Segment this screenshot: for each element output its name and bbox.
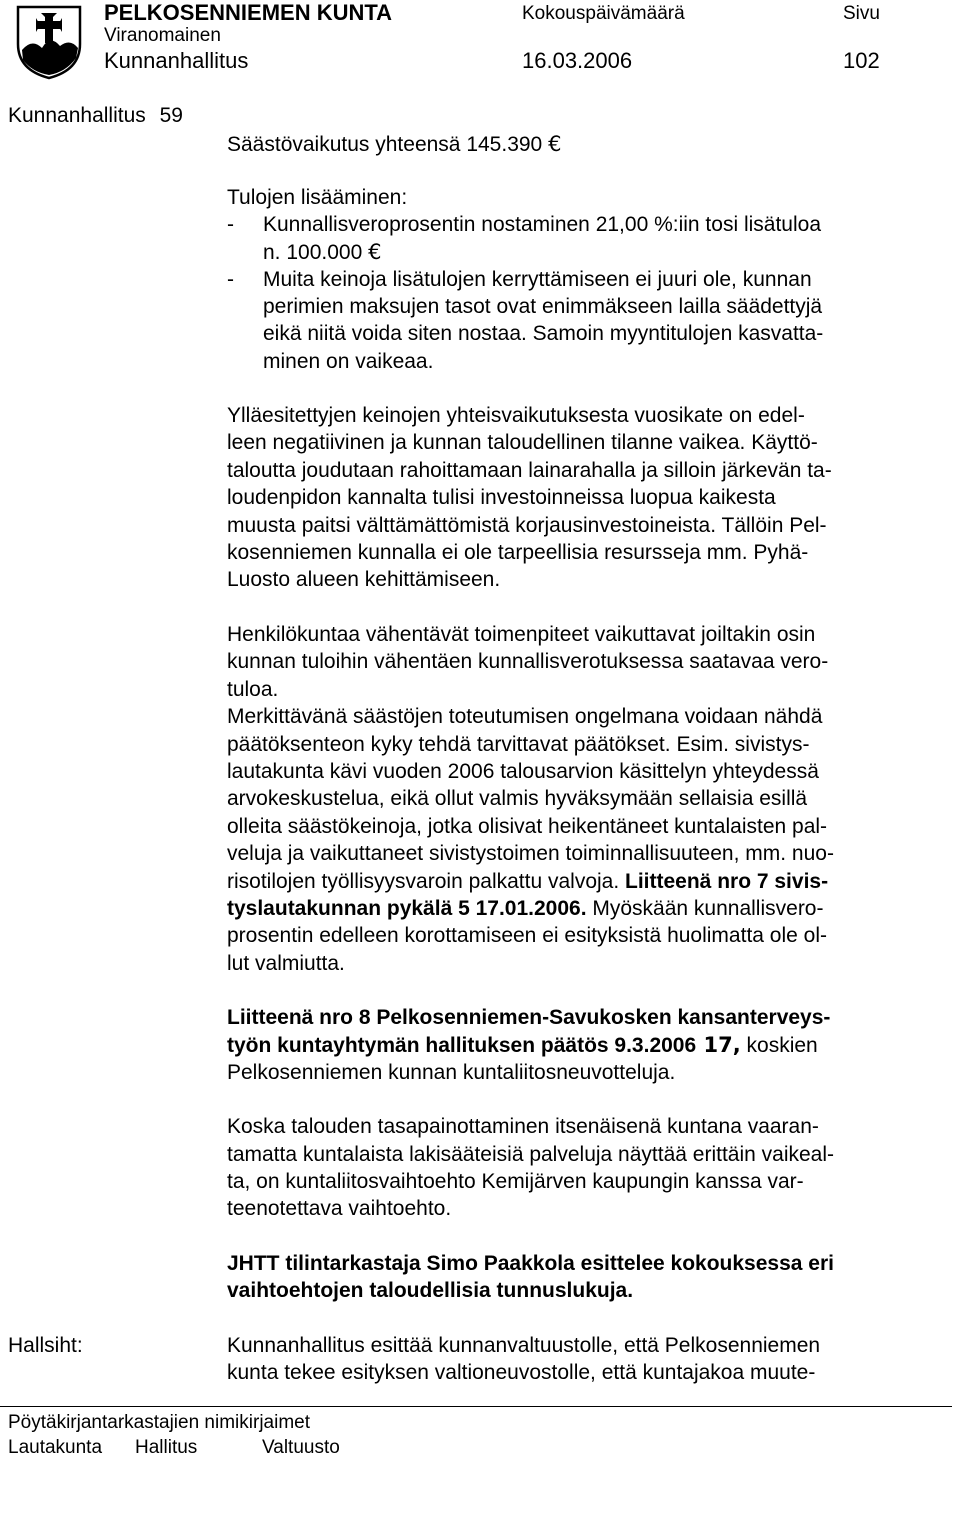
p3-line: prosentin edelleen korottamiseen ei esityksistä huolimatta ole ol-	[227, 924, 827, 947]
attachment-7-ref: Liitteenä nro 7 sivis-	[625, 870, 829, 893]
meeting-date: 16.03.2006	[522, 48, 633, 73]
p1-line: leen negatiivinen ja kunnan taloudellinen tilanne vaikea. Käyttö-	[227, 431, 818, 454]
bullet2-line1: Muita keinoja lisätulojen kerryttämiseen ei juuri ole, kunnan	[263, 268, 812, 291]
attachment-8-ref: Liitteenä nro 8 Pelkosenniemen-Savukosken kansanterveys-	[227, 1006, 831, 1029]
p2-line: kunnan tuloihin vähentäen kunnallisverotuksessa saatavaa vero-	[227, 650, 829, 673]
proposal-line: Kunnanhallitus esittää kunnanvaltuustolle, että Pelkosenniemen	[227, 1334, 821, 1357]
proposal-label: Hallsiht:	[8, 1334, 83, 1357]
p4-text: koskien	[740, 1034, 818, 1057]
savings-total-text: Säästövaikutus yhteensä 145.390	[227, 133, 543, 156]
section-symbol: 17,	[696, 1033, 741, 1057]
section-number: 59	[159, 104, 183, 127]
p3-line: arvokeskustelua, eikä ollut valmis hyväksymään sellaisia esillä	[227, 787, 808, 810]
p3-text: Myöskään kunnallisvero-	[586, 897, 824, 920]
p4-line	[227, 1033, 818, 1058]
p3-text: risotilojen työllisyysvaroin palkattu valvoja.	[227, 870, 626, 893]
savings-total	[227, 132, 561, 157]
p3-line	[227, 870, 828, 894]
p3-line	[227, 897, 823, 921]
p1-line: kosenniemen kunnalla ei ole tarpeellisia resursseja mm. Pyhä-	[227, 541, 809, 564]
body-name: Kunnanhallitus	[104, 48, 249, 73]
proposal-line: kunta tekee esityksen valtioneuvostolle, että kuntajakoa muute-	[227, 1361, 816, 1384]
p5-line: ta, on kuntaliitosvaihtoehto Kemijärven kaupungin kanssa var-	[227, 1170, 804, 1193]
revenue-heading: Tulojen lisääminen:	[227, 186, 408, 209]
section-heading	[8, 104, 183, 128]
bullet1-line2	[263, 240, 381, 265]
auditor-note: vaihtoehtojen taloudellisia tunnuslukuja.	[227, 1279, 634, 1302]
p1-line: Ylläesitettyjen keinojen yhteisvaikutuksesta vuosikate on edel-	[227, 404, 805, 427]
euro-symbol: €	[368, 240, 382, 264]
p2-line: tuloa.	[227, 678, 279, 701]
attachment-7-ref: tyslautakunnan pykälä 5 17.01.2006.	[227, 897, 587, 920]
p3-line: veluja ja vaikuttaneet sivistystoimen toiminnallisuuteen, mm. nuo-	[227, 842, 834, 865]
bullet-dash: -	[227, 213, 234, 236]
p1-line: Luosto alueen kehittämiseen.	[227, 568, 501, 591]
p5-line: Koska talouden tasapainottaminen itsenäisenä kuntana vaaran-	[227, 1115, 819, 1138]
footer-title: Pöytäkirjantarkastajien nimikirjaimet	[8, 1412, 310, 1433]
p5-line: tamatta kuntalaista lakisääteisiä palveluja näyttää erittäin vaikeal-	[227, 1143, 835, 1166]
bullet2-line4: minen on vaikeaa.	[263, 350, 434, 373]
footer-rule	[0, 1406, 952, 1407]
bullet1-line2-text: n. 100.000	[263, 241, 363, 264]
euro-symbol: €	[548, 132, 562, 156]
p3-line: päätöksenteon kyky tehdä tarvittavat päätökset. Esim. sivistys-	[227, 733, 810, 756]
footer-hallitus: Hallitus	[135, 1437, 198, 1458]
p3-line: lut valmiutta.	[227, 952, 345, 975]
org-name: PELKOSENNIEMEN KUNTA	[104, 0, 393, 25]
bullet-dash: -	[227, 268, 234, 291]
footer-lautakunta: Lautakunta	[8, 1437, 103, 1458]
attachment-8-ref: työn kuntayhtymän hallituksen päätös 9.3.2006	[227, 1034, 697, 1057]
office-name: Viranomainen	[104, 25, 221, 46]
p3-line: Merkittävänä säästöjen toteutumisen ongelmana voidaan nähdä	[227, 705, 823, 728]
section-label: Kunnanhallitus	[8, 104, 146, 127]
bullet1-line1: Kunnallisveroprosentin nostaminen 21,00 %:iin tosi lisätuloa	[263, 213, 821, 236]
auditor-note: JHTT tilintarkastaja Simo Paakkola esittelee kokouksessa eri	[227, 1252, 834, 1275]
page-number: 102	[843, 48, 880, 73]
bullet2-line3: eikä niitä voida siten nostaa. Samoin myyntitulojen kasvatta-	[263, 322, 824, 345]
p3-line: lautakunta kävi vuoden 2006 talousarvion käsittelyn yhteydessä	[227, 760, 819, 783]
page-label: Sivu	[843, 3, 880, 24]
p1-line: taloutta joudutaan rahoittamaan lainarahalla ja silloin järkevän ta-	[227, 459, 832, 482]
bullet2-line2: perimien maksujen tasot ovat enimmäkseen lailla säädettyjä	[263, 295, 823, 318]
meeting-date-label: Kokouspäivämäärä	[522, 3, 685, 24]
footer-valtuusto: Valtuusto	[262, 1437, 340, 1458]
p3-line: olleita säästökeinoja, jotka olisivat heikentäneet kuntalaisten pal-	[227, 815, 828, 838]
p2-line: Henkilökuntaa vähentävät toimenpiteet vaikuttavat joiltakin osin	[227, 623, 816, 646]
p5-line: teenotettava vaihtoehto.	[227, 1197, 452, 1220]
p4-line: Pelkosenniemen kunnan kuntaliitosneuvotteluja.	[227, 1061, 676, 1084]
p1-line: loudenpidon kannalta tulisi investoinneissa luopua kaikesta	[227, 486, 776, 509]
municipal-crest-logo	[14, 4, 84, 80]
p1-line: muusta paitsi välttämättömistä korjausinvestoineista. Tällöin Pel-	[227, 514, 827, 537]
